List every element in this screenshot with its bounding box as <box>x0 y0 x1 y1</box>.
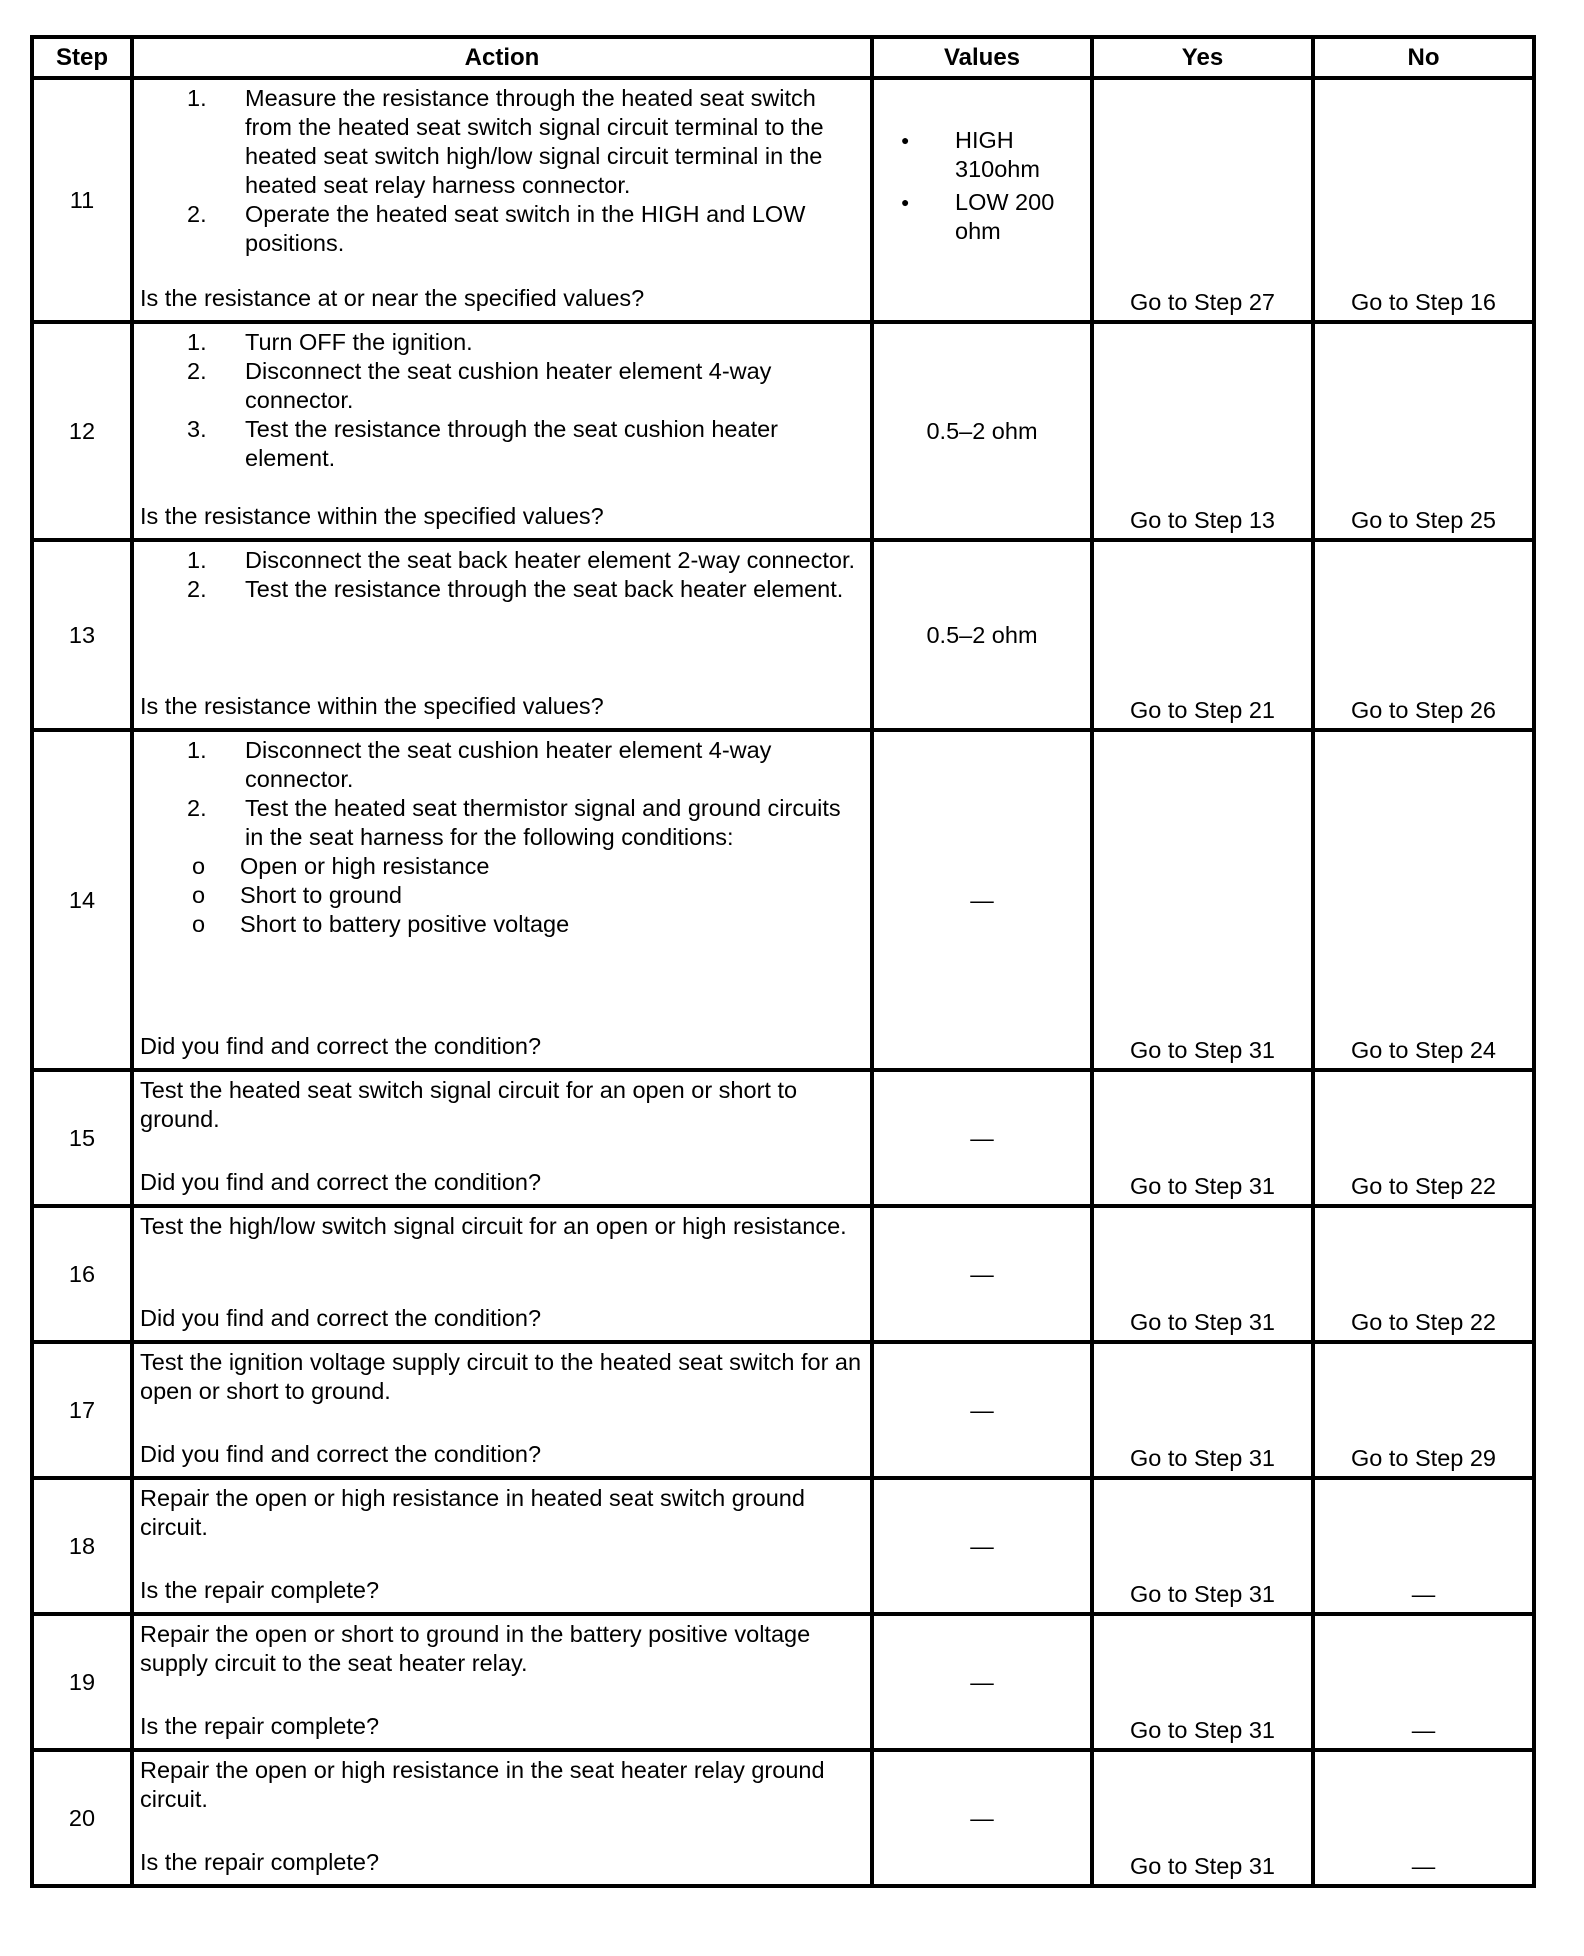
action-text: Test the heated seat switch signal circuit for an open or short to ground. <box>140 1077 798 1132</box>
action-cell <box>132 1342 872 1478</box>
action-step: Disconnect the seat cushion heater element 4-way connector. <box>245 358 772 413</box>
step-number: 13 <box>32 540 132 730</box>
table-row <box>32 1070 1534 1206</box>
action-cell <box>132 78 872 322</box>
action-question: Is the repair complete? <box>140 1849 380 1875</box>
action-text: Test the ignition voltage supply circuit to the heated seat switch for an open or short to ground. <box>140 1349 862 1404</box>
condition-list <box>140 852 864 939</box>
table-row <box>32 1342 1534 1478</box>
table-row <box>32 1750 1534 1886</box>
header-row <box>32 37 1534 78</box>
yes-result: Go to Step 31 <box>1092 1614 1313 1750</box>
action-cell <box>132 540 872 730</box>
action-steps-list <box>140 546 864 604</box>
values-list <box>899 126 1065 250</box>
values-cell <box>872 1750 1092 1886</box>
no-result: Go to Step 24 <box>1313 730 1534 1070</box>
values-cell <box>872 1614 1092 1750</box>
step-number: 16 <box>32 1206 132 1342</box>
no-result: Go to Step 16 <box>1313 78 1534 322</box>
values-cell <box>872 730 1092 1070</box>
yes-result: Go to Step 31 <box>1092 1206 1313 1342</box>
table-row <box>32 730 1534 1070</box>
no-result: Go to Step 22 <box>1313 1070 1534 1206</box>
diagnostic-table <box>30 35 1536 1888</box>
no-result: Go to Step 26 <box>1313 540 1534 730</box>
action-question: Is the repair complete? <box>140 1577 380 1603</box>
condition-item: o Short to battery positive voltage <box>240 910 864 939</box>
step-number: 19 <box>32 1614 132 1750</box>
action-question: Did you find and correct the condition? <box>140 1305 542 1331</box>
table-row <box>32 540 1534 730</box>
values-cell <box>872 540 1092 730</box>
values-cell <box>872 78 1092 322</box>
yes-result: Go to Step 13 <box>1092 322 1313 540</box>
values-cell <box>872 1206 1092 1342</box>
action-step: Turn OFF the ignition. <box>245 329 473 355</box>
header-values: Values <box>872 37 1092 78</box>
table-row <box>32 322 1534 540</box>
yes-result: Go to Step 31 <box>1092 730 1313 1070</box>
no-result: Go to Step 29 <box>1313 1342 1534 1478</box>
action-text: Test the high/low switch signal circuit for an open or high resistance. <box>140 1213 847 1239</box>
yes-result: Go to Step 27 <box>1092 78 1313 322</box>
action-question: Did you find and correct the condition? <box>140 1441 542 1467</box>
action-text: Repair the open or short to ground in the battery positive voltage supply circuit to the seat heater relay. <box>140 1621 811 1676</box>
action-step: Disconnect the seat back heater element 2-way connector. <box>245 547 856 573</box>
value-text: — <box>970 1668 994 1695</box>
no-result: Go to Step 22 <box>1313 1206 1534 1342</box>
action-step: Operate the heated seat switch in the HIGH and LOW positions. <box>245 201 806 256</box>
value-item: ● HIGH 310ohm <box>899 126 1065 184</box>
header-step: Step <box>32 37 132 78</box>
table-row <box>32 1478 1534 1614</box>
action-cell <box>132 1478 872 1614</box>
value-text: — <box>970 1532 994 1559</box>
value-text: 0.5–2 ohm <box>926 417 1038 444</box>
no-result: — <box>1313 1478 1534 1614</box>
step-number: 20 <box>32 1750 132 1886</box>
step-number: 14 <box>32 730 132 1070</box>
action-question: Did you find and correct the condition? <box>140 1033 542 1059</box>
value-text: 0.5–2 ohm <box>926 621 1038 648</box>
action-step: Test the heated seat thermistor signal and ground circuits in the seat harness for the following conditions: <box>245 795 841 850</box>
condition-item: o Open or high resistance <box>240 852 864 881</box>
action-cell <box>132 730 872 1070</box>
action-question: Is the resistance within the specified values? <box>140 693 604 719</box>
step-number: 11 <box>32 78 132 322</box>
step-number: 17 <box>32 1342 132 1478</box>
value-text: — <box>970 1396 994 1423</box>
no-result: — <box>1313 1750 1534 1886</box>
header-yes: Yes <box>1092 37 1313 78</box>
action-step: Test the resistance through the seat cushion heater element. <box>245 416 778 471</box>
values-cell <box>872 1070 1092 1206</box>
action-cell <box>132 1750 872 1886</box>
yes-result: Go to Step 31 <box>1092 1342 1313 1478</box>
yes-result: Go to Step 31 <box>1092 1478 1313 1614</box>
no-result: Go to Step 25 <box>1313 322 1534 540</box>
header-no: No <box>1313 37 1534 78</box>
value-text: — <box>970 1260 994 1287</box>
values-cell <box>872 322 1092 540</box>
table-row <box>32 78 1534 322</box>
action-cell <box>132 322 872 540</box>
step-number: 15 <box>32 1070 132 1206</box>
table-row <box>32 1614 1534 1750</box>
value-text: — <box>970 1804 994 1831</box>
action-question: Is the repair complete? <box>140 1713 380 1739</box>
action-text: Repair the open or high resistance in heated seat switch ground circuit. <box>140 1485 805 1540</box>
action-question: Did you find and correct the condition? <box>140 1169 542 1195</box>
action-cell <box>132 1070 872 1206</box>
action-cell <box>132 1614 872 1750</box>
action-cell <box>132 1206 872 1342</box>
action-text: Repair the open or high resistance in the seat heater relay ground circuit. <box>140 1757 825 1812</box>
value-text: — <box>970 1124 994 1151</box>
values-cell <box>872 1342 1092 1478</box>
action-step: Measure the resistance through the heated seat switch from the heated seat switch signal circuit terminal to the heated seat switch high/low signal circuit terminal in the heated seat relay harness connector. <box>245 85 824 198</box>
table-body <box>32 78 1534 1886</box>
action-step: Disconnect the seat cushion heater element 4-way connector. <box>245 737 772 792</box>
step-number: 12 <box>32 322 132 540</box>
value-item: ● LOW 200 ohm <box>899 188 1065 246</box>
condition-item: o Short to ground <box>240 881 864 910</box>
yes-result: Go to Step 21 <box>1092 540 1313 730</box>
value-text: — <box>970 886 994 913</box>
action-question: Is the resistance within the specified values? <box>140 503 604 529</box>
action-steps-list <box>140 84 864 258</box>
action-question: Is the resistance at or near the specified values? <box>140 285 645 311</box>
yes-result: Go to Step 31 <box>1092 1750 1313 1886</box>
header-action: Action <box>132 37 872 78</box>
action-steps-list <box>140 736 864 852</box>
table-row <box>32 1206 1534 1342</box>
no-result: — <box>1313 1614 1534 1750</box>
values-cell <box>872 1478 1092 1614</box>
action-steps-list <box>140 328 864 473</box>
yes-result: Go to Step 31 <box>1092 1070 1313 1206</box>
action-step: Test the resistance through the seat back heater element. <box>245 576 844 602</box>
step-number: 18 <box>32 1478 132 1614</box>
